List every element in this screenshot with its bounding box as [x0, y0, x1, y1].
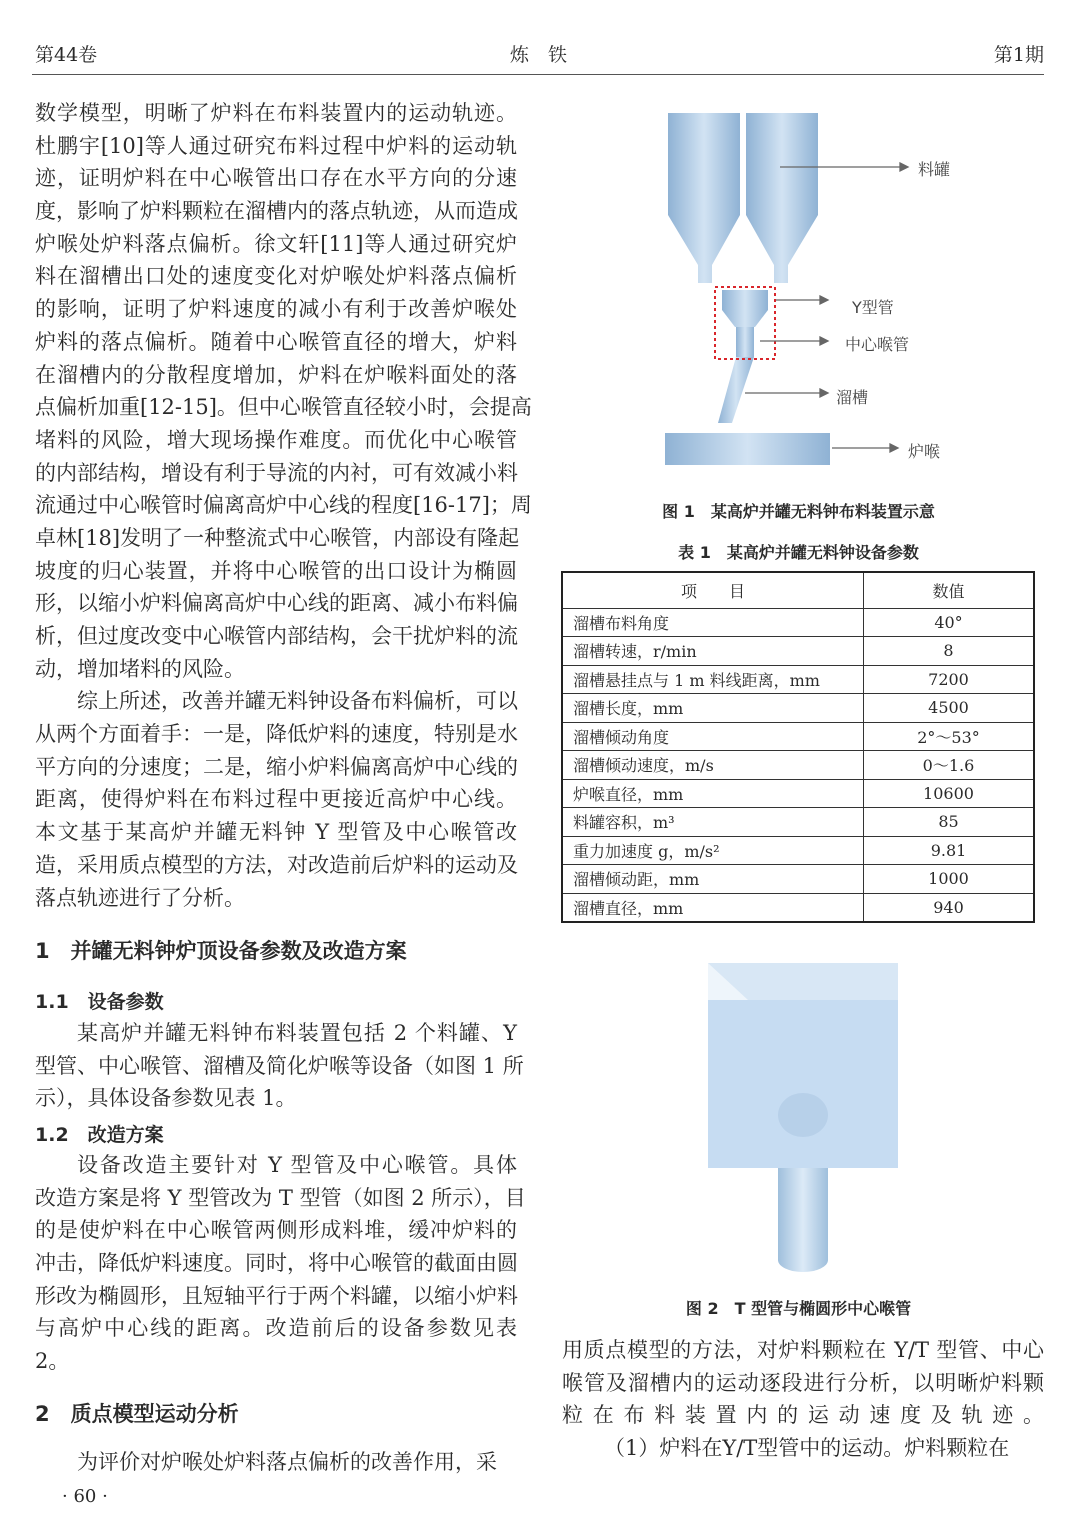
text-line: 冲击，降低炉料速度。同时，将中心喉管的截面由圆: [35, 1251, 518, 1276]
cell-item: 溜槽布料角度: [562, 608, 864, 637]
text-line: 某高炉并罐无料钟布料装置包括 2 个料罐、Y: [77, 1021, 517, 1045]
table-row: [562, 779, 1034, 808]
cell-item: 溜槽倾动角度: [562, 722, 864, 751]
text-line: 形，以缩小炉料偏离高炉中心线的距离、减小布料偏: [35, 591, 518, 616]
text-line: 卓林[18]发明了一种整流式中心喉管，内部设有隆起: [35, 525, 520, 550]
subsection-1-1-heading: 1.1 设备参数: [35, 991, 164, 1013]
figure-1-caption: 图 1 某高炉并罐无料钟布料装置示意: [662, 502, 935, 521]
cell-item: 重力加速度 g，m/s²: [562, 836, 864, 865]
text-line: 造，采用质点模型的方法，对改造前后炉料的运动及: [35, 852, 518, 877]
text-line: 2。: [35, 1349, 70, 1374]
cell-item: 溜槽倾动距，mm: [562, 865, 864, 894]
column-header-value: 数值: [864, 572, 1035, 608]
right-paragraph: [562, 1334, 1044, 1465]
cell-item: 溜槽长度，mm: [562, 694, 864, 723]
table-row: [562, 893, 1034, 922]
text-line: 析，但过度改变中心喉管内部结构，会干扰炉料的流: [35, 624, 518, 648]
text-line: 动，增加堵料的风险。: [35, 656, 245, 681]
text-line: 从两个方面着手：一是，降低炉料的速度，特别是水: [35, 722, 518, 747]
table-row: [562, 608, 1034, 637]
text-line: 炉喉处炉料落点偏析。徐文轩[11]等人通过研究炉: [35, 231, 517, 256]
cell-item: 溜槽直径，mm: [562, 893, 864, 922]
text-line: 度，影响了炉料颗粒在溜槽内的落点轨迹，从而造成: [35, 199, 518, 224]
left-column: [35, 97, 532, 914]
text-line: 数学模型，明晰了炉料在布料装置内的运动轨迹。: [35, 101, 517, 125]
text-line: 粒在布料装置内的运动速度及轨迹。: [562, 1403, 1044, 1428]
text-line: 料在溜槽出口处的速度变化对炉喉处炉料落点偏析: [35, 264, 517, 289]
table-1: [561, 571, 1035, 923]
paragraph-1: [35, 97, 532, 685]
label-center-throat: 中心喉管: [845, 335, 910, 354]
journal-title: 炼 铁: [510, 44, 568, 66]
text-line: 杜鹏宇[10]等人通过研究布料过程中炉料的运动轨: [35, 133, 517, 158]
text-line: 与高炉中心线的距离。改造前后的设备参数见表: [35, 1316, 517, 1341]
paragraph-5: [35, 1446, 517, 1479]
cell-item: 溜槽倾动速度，m/s: [562, 751, 864, 780]
paragraph-3: [35, 1017, 524, 1115]
text-line: 坡度的归心装置，并将中心喉管的出口设计为椭圆: [35, 558, 517, 583]
header-rule: [32, 74, 1044, 75]
text-line: 平方向的分速度；二是，缩小炉料偏离高炉中心线的: [35, 754, 518, 779]
text-line: 型管、中心喉管、溜槽及简化炉喉等设备（如图 1 所: [35, 1053, 524, 1078]
page-number: · 60 ·: [62, 1486, 108, 1507]
table-row: [562, 694, 1034, 723]
volume-label: 第44卷: [35, 44, 98, 66]
table-1-caption: 表 1 某高炉并罐无料钟设备参数: [678, 543, 919, 562]
text-line: 点偏析加重[12-15]。但中心喉管直径较小时，会提高: [35, 395, 532, 420]
cell-value: 9.81: [864, 836, 1035, 865]
cell-value: 7200: [864, 665, 1035, 694]
label-chute: 溜槽: [836, 388, 869, 407]
text-line: 的内部结构，增设有利于导流的内衬，可有效减小料: [35, 460, 518, 485]
column-header-item: 项 目: [562, 572, 864, 608]
section-2-heading: 2 质点模型运动分析: [35, 1402, 239, 1426]
text-line: 为评价对炉喉处炉料落点偏析的改善作用，采: [77, 1450, 497, 1474]
cell-value: 10600: [864, 779, 1035, 808]
furnace-throat: [665, 433, 830, 465]
throat-opening: [778, 1093, 828, 1137]
cell-item: 溜槽悬挂点与 1 m 料线距离，mm: [562, 665, 864, 694]
cell-value: 0～1.6: [864, 751, 1035, 780]
text-line: 设备改造主要针对 Y 型管及中心喉管。具体: [77, 1153, 517, 1177]
label-furnace-throat: 炉喉: [908, 442, 941, 461]
table-row: [562, 808, 1034, 837]
cell-value: 1000: [864, 865, 1035, 894]
text-line: 迹，证明炉料在中心喉管出口存在水平方向的分速: [35, 166, 517, 191]
cell-value: 8: [864, 637, 1035, 666]
text-line: 的影响，证明了炉料速度的减小有利于改善炉喉处: [35, 297, 517, 322]
label-tank: 料罐: [918, 160, 951, 179]
paragraph-2: [35, 685, 517, 914]
text-line: 本文基于某高炉并罐无料钟 Y 型管及中心喉管改: [35, 820, 517, 845]
text-line: 流通过中心喉管时偏离高炉中心线的程度[16-17]；周: [35, 493, 532, 518]
cell-item: 炉喉直径，mm: [562, 779, 864, 808]
table-row: [562, 865, 1034, 894]
text-line: 喉管及溜槽内的运动逐段进行分析，以明晰炉料颗: [562, 1370, 1044, 1395]
text-line: 炉料的落点偏析。随着中心喉管直径的增大，炉料: [35, 329, 517, 354]
text-line: 在溜槽内的分散程度增加，炉料在炉喉料面处的落: [35, 362, 517, 387]
cell-value: 85: [864, 808, 1035, 837]
text-line: 的是使炉料在中心喉管两侧形成料堆，缓冲炉料的: [35, 1218, 517, 1243]
text-line: 堵料的风险，增大现场操作难度。而优化中心喉管: [35, 427, 517, 452]
text-line: 形改为椭圆形，且短轴平行于两个料罐，以缩小炉料: [35, 1283, 518, 1308]
text-line: 距离，使得炉料在布料过程中更接近高炉中心线。: [35, 787, 517, 812]
center-throat-tube: [736, 327, 754, 357]
section-1-heading: 1 并罐无料钟炉顶设备参数及改造方案: [35, 939, 407, 963]
y-tube: [722, 290, 768, 327]
elliptical-center-throat: [778, 1168, 828, 1272]
paragraph-4: [35, 1149, 526, 1378]
table-row: [562, 836, 1034, 865]
text-line: 综上所述，改善并罐无料钟设备布料偏析，可以: [77, 689, 518, 714]
table-row: [562, 722, 1034, 751]
subsection-1-2-heading: 1.2 改造方案: [35, 1124, 164, 1146]
label-y-tube: Y型管: [852, 298, 894, 317]
figure-2-diagram: [700, 955, 905, 1285]
text-line: 示），具体设备参数见表 1。: [35, 1086, 297, 1111]
cell-value: 2°～53°: [864, 722, 1035, 751]
material-tanks: [668, 113, 818, 283]
table-row: [562, 751, 1034, 780]
text-line: 改造方案是将 Y 型管改为 T 型管（如图 2 所示），目: [35, 1185, 526, 1210]
figure-2-caption: 图 2 T 型管与椭圆形中心喉管: [685, 1299, 912, 1318]
cell-item: 溜槽转速，r/min: [562, 637, 864, 666]
cell-value: 940: [864, 893, 1035, 922]
table-header-row: [562, 572, 1034, 608]
table-row: [562, 665, 1034, 694]
issue-label: 第1期: [993, 44, 1044, 66]
chute: [718, 357, 754, 423]
text-line: （1）炉料在Y/T型管中的运动。炉料颗粒在: [604, 1436, 1010, 1461]
cell-item: 料罐容积，m³: [562, 808, 864, 837]
table-row: [562, 637, 1034, 666]
text-line: 用质点模型的方法，对炉料颗粒在 Y/T 型管、中心: [562, 1338, 1044, 1362]
figure-1-diagram: [560, 105, 1040, 475]
cell-value: 40°: [864, 608, 1035, 637]
cell-value: 4500: [864, 694, 1035, 723]
text-line: 落点轨迹进行了分析。: [35, 885, 245, 910]
